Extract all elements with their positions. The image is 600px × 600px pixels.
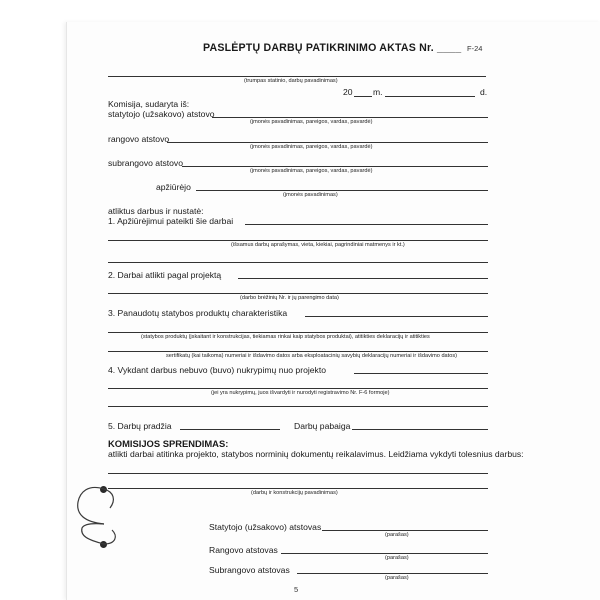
item5-start-label: 5. Darbų pradžia: [108, 421, 172, 431]
item2-line-1[interactable]: [238, 278, 488, 279]
contractor-rep-label: rangovo atstovo: [108, 134, 170, 144]
item2-line-2[interactable]: [108, 293, 488, 294]
subcontractor-rep-hint: (įmonės pavadinimas, pareigos, vardas, pavardė): [250, 168, 373, 174]
item3-hint-2: sertifikatų (kai taikoma) numeriai ir išdavimo datos arba eksploatacinių savybių deklaracijų numeriai ir išdavimo datos): [166, 353, 457, 359]
item3-line-2[interactable]: [108, 332, 488, 333]
item1-hint: (išsamus darbų aprašymas, vieta, kiekiai, pagrindiniai matmenys ir kt.): [231, 242, 405, 248]
object-name-line[interactable]: [108, 76, 486, 77]
inspected-hint: (įmonės pavadinimas): [283, 192, 338, 198]
item4-line-3[interactable]: [108, 406, 488, 407]
contractor-signature-line[interactable]: [281, 553, 488, 554]
item4-label: 4. Vykdant darbus nebuvo (buvo) nukrypimų nuo projekto: [108, 365, 326, 375]
item3-label: 3. Panaudotų statybos produktų charakteristika: [108, 308, 288, 318]
subcontractor-signature-line[interactable]: [297, 573, 488, 574]
inspected-label: apžiūrėjo: [156, 182, 191, 192]
decision-heading: KOMISIJOS SPRENDIMAS:: [108, 438, 229, 449]
client-signature-label: Statytojo (užsakovo) atstovas: [209, 522, 322, 532]
item5-start-line[interactable]: [180, 429, 280, 430]
subcontractor-rep-line[interactable]: [182, 166, 488, 167]
inspected-line[interactable]: [196, 190, 488, 191]
contractor-signature-label: Rangovo atstovas: [209, 545, 278, 555]
client-rep-hint: (įmonės pavadinimas, pareigos, vardas, pavardė): [250, 119, 373, 125]
item4-line-2[interactable]: [108, 388, 488, 389]
decision-text: atlikti darbai atitinka projekto, statybos norminių dokumentų reikalavimus. Leidžiama vykdyti tolesnius darbus:: [108, 449, 524, 459]
date-month-line[interactable]: [385, 96, 475, 97]
client-rep-line[interactable]: [212, 117, 488, 118]
binding-wire: [70, 478, 130, 558]
item2-label: 2. Darbai atlikti pagal projektą: [108, 270, 222, 280]
item4-line-1[interactable]: [354, 373, 488, 374]
date-year-line[interactable]: [354, 96, 372, 97]
item4-hint: (jei yra nukrypimų, juos išvardyti ir nurodyti registravimo Nr. F-6 formoje): [211, 390, 390, 396]
subcontractor-signature-label: Subrangovo atstovas: [209, 565, 290, 575]
item1-label: 1. Apžiūrėjimui pateikti šie darbai: [108, 216, 234, 226]
item3-line-1[interactable]: [305, 316, 488, 317]
item3-line-3[interactable]: [108, 351, 488, 352]
contractor-rep-line[interactable]: [167, 142, 488, 143]
form-code: F-24: [467, 44, 483, 53]
page-number: 5: [294, 585, 299, 594]
item5-end-line[interactable]: [352, 429, 488, 430]
client-rep-label: statytojo (užsakovo) atstovo: [108, 109, 215, 119]
item1-line-1[interactable]: [245, 224, 488, 225]
found-label: atliktus darbus ir nustatė:: [108, 206, 204, 216]
item2-hint: (darbo brėžinių Nr. ir jų parengimo data): [240, 295, 339, 301]
commission-intro: Komisija, sudaryta iš:: [108, 99, 190, 109]
form-title: PASLĖPTŲ DARBŲ PATIKRINIMO AKTAS Nr. ____: [203, 42, 462, 54]
date-year-prefix: 20: [343, 87, 353, 97]
contractor-rep-hint: (įmonės pavadinimas, pareigos, vardas, pavardė): [250, 144, 373, 150]
item3-hint-1: (statybos produktų (įskaitant ir konstrukcijas, tiekiamas rinkai kaip statybos produktai), atitikties deklaracijų ir atitikties: [141, 334, 430, 340]
date-day-suffix: d.: [480, 87, 488, 97]
date-month-suffix: m.: [373, 87, 383, 97]
subcontractor-rep-label: subrangovo atstovo: [108, 158, 184, 168]
client-signature-line[interactable]: [322, 530, 488, 531]
item1-line-2[interactable]: [108, 240, 488, 241]
decision-line-1[interactable]: [108, 473, 488, 474]
object-name-hint: (trumpas statinio, darbų pavadinimas): [244, 78, 338, 84]
subcontractor-signature-hint: (parašas): [385, 575, 409, 581]
contractor-signature-hint: (parašas): [385, 555, 409, 561]
item1-line-3[interactable]: [108, 262, 488, 263]
decision-line-2[interactable]: [108, 488, 488, 489]
client-signature-hint: (parašas): [385, 532, 409, 538]
decision-hint: (darbų ir konstrukcijų pavadinimas): [251, 490, 338, 496]
item5-end-label: Darbų pabaiga: [294, 421, 351, 431]
